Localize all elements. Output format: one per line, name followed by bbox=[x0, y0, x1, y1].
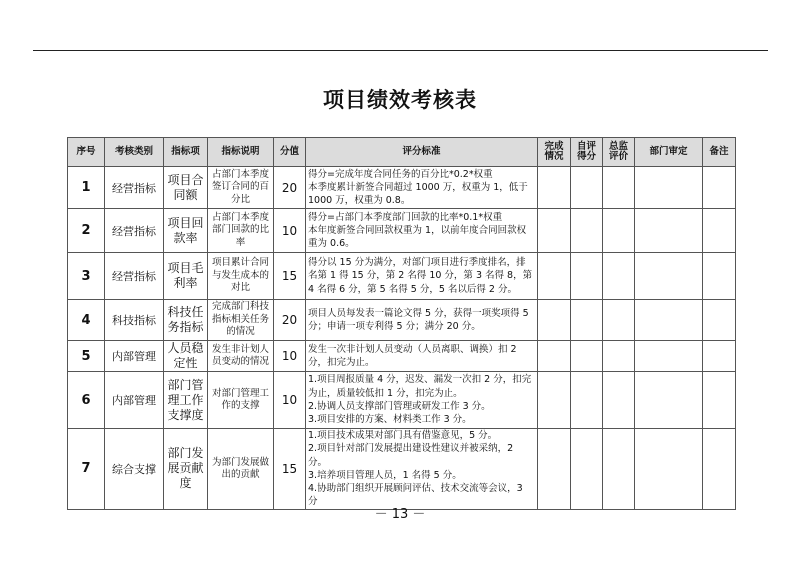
row-category: 经营指标 bbox=[105, 167, 164, 209]
row-remarks-cell[interactable] bbox=[703, 209, 736, 253]
row-description: 完成部门科技指标相关任务的情况 bbox=[208, 300, 274, 341]
header-remarks: 备注 bbox=[703, 138, 736, 167]
row-director-eval-cell[interactable] bbox=[603, 209, 635, 253]
row-indicator: 人员稳定性 bbox=[164, 341, 208, 372]
header-description: 指标说明 bbox=[208, 138, 274, 167]
row-category: 经营指标 bbox=[105, 253, 164, 300]
row-score: 10 bbox=[274, 372, 306, 429]
row-score: 10 bbox=[274, 341, 306, 372]
row-description: 发生非计划人员变动的情况 bbox=[208, 341, 274, 372]
table-row bbox=[68, 372, 736, 429]
row-description: 占部门本季度签订合同的百分比 bbox=[208, 167, 274, 209]
row-completion-cell[interactable] bbox=[538, 300, 571, 341]
header-indicator: 指标项 bbox=[164, 138, 208, 167]
row-no: 7 bbox=[68, 429, 105, 510]
row-director-eval-cell[interactable] bbox=[603, 372, 635, 429]
row-no: 4 bbox=[68, 300, 105, 341]
row-dept-approval-cell[interactable] bbox=[635, 253, 703, 300]
row-standard: 得分=占部门本季度部门回款的比率*0.1*权重 本年度新签合同回款权重为 1，以前年度合同回款权重为 0.6。 bbox=[306, 209, 538, 253]
table-row bbox=[68, 253, 736, 300]
row-no: 5 bbox=[68, 341, 105, 372]
row-dept-approval-cell[interactable] bbox=[635, 209, 703, 253]
header-score: 分值 bbox=[274, 138, 306, 167]
row-indicator: 项目合同额 bbox=[164, 167, 208, 209]
row-no: 3 bbox=[68, 253, 105, 300]
row-category: 内部管理 bbox=[105, 372, 164, 429]
row-standard: 得分=完成年度合同任务的百分比*0.2*权重 本季度累计新签合同超过 1000 万，权重为 1，低于 1000 万，权重为 0.8。 bbox=[306, 167, 538, 209]
row-director-eval-cell[interactable] bbox=[603, 300, 635, 341]
row-self-score-cell[interactable] bbox=[571, 253, 603, 300]
table-row bbox=[68, 167, 736, 209]
row-dept-approval-cell[interactable] bbox=[635, 300, 703, 341]
row-self-score-cell[interactable] bbox=[571, 341, 603, 372]
header-completion: 完成情况 bbox=[538, 138, 571, 167]
row-indicator: 项目毛利率 bbox=[164, 253, 208, 300]
row-self-score-cell[interactable] bbox=[571, 429, 603, 510]
row-director-eval-cell[interactable] bbox=[603, 429, 635, 510]
row-description: 占部门本季度部门回款的比率 bbox=[208, 209, 274, 253]
row-remarks-cell[interactable] bbox=[703, 253, 736, 300]
row-self-score-cell[interactable] bbox=[571, 300, 603, 341]
row-director-eval-cell[interactable] bbox=[603, 341, 635, 372]
row-indicator: 部门管理工作支撑度 bbox=[164, 372, 208, 429]
row-remarks-cell[interactable] bbox=[703, 429, 736, 510]
header-director-eval: 总监评价 bbox=[603, 138, 635, 167]
row-completion-cell[interactable] bbox=[538, 253, 571, 300]
row-dept-approval-cell[interactable] bbox=[635, 429, 703, 510]
row-self-score-cell[interactable] bbox=[571, 209, 603, 253]
row-indicator: 科技任务指标 bbox=[164, 300, 208, 341]
row-score: 15 bbox=[274, 253, 306, 300]
table-row bbox=[68, 341, 736, 372]
row-completion-cell[interactable] bbox=[538, 209, 571, 253]
document-title: 项目绩效考核表 bbox=[323, 88, 477, 112]
row-description: 项目累计合同与发生成本的对比 bbox=[208, 253, 274, 300]
row-score: 20 bbox=[274, 167, 306, 209]
table-row bbox=[68, 429, 736, 510]
row-self-score-cell[interactable] bbox=[571, 167, 603, 209]
row-category: 内部管理 bbox=[105, 341, 164, 372]
header-standard: 评分标准 bbox=[306, 138, 538, 167]
row-remarks-cell[interactable] bbox=[703, 167, 736, 209]
performance-table bbox=[67, 137, 736, 510]
row-dept-approval-cell[interactable] bbox=[635, 372, 703, 429]
header-no: 序号 bbox=[68, 138, 105, 167]
row-score: 20 bbox=[274, 300, 306, 341]
row-completion-cell[interactable] bbox=[538, 372, 571, 429]
row-director-eval-cell[interactable] bbox=[603, 253, 635, 300]
row-category: 科技指标 bbox=[105, 300, 164, 341]
row-standard: 发生一次非计划人员变动（人员离职、调换）扣 2 分，扣完为止。 bbox=[306, 341, 538, 372]
row-no: 2 bbox=[68, 209, 105, 253]
row-indicator: 部门发展贡献度 bbox=[164, 429, 208, 510]
row-standard: 1.项目周报质量 4 分，迟发、漏发一次扣 2 分，扣完为止，质量较低扣 1 分，扣完为止。 2.协调人员支撑部门管理或研发工作 3 分。 3.项目安排的方案、材料类工作 3 分。 bbox=[306, 372, 538, 429]
table-header-row bbox=[68, 138, 736, 167]
header-self-score: 自评得分 bbox=[571, 138, 603, 167]
row-description: 为部门发展做出的贡献 bbox=[208, 429, 274, 510]
header-dept-approval: 部门审定 bbox=[635, 138, 703, 167]
row-completion-cell[interactable] bbox=[538, 429, 571, 510]
row-remarks-cell[interactable] bbox=[703, 372, 736, 429]
row-completion-cell[interactable] bbox=[538, 341, 571, 372]
row-score: 10 bbox=[274, 209, 306, 253]
header-category: 考核类别 bbox=[105, 138, 164, 167]
row-standard: 项目人员每发表一篇论文得 5 分，获得一项奖项得 5 分；申请一项专利得 5 分；满分 20 分。 bbox=[306, 300, 538, 341]
row-no: 1 bbox=[68, 167, 105, 209]
row-remarks-cell[interactable] bbox=[703, 341, 736, 372]
row-no: 6 bbox=[68, 372, 105, 429]
row-director-eval-cell[interactable] bbox=[603, 167, 635, 209]
table-row bbox=[68, 209, 736, 253]
row-dept-approval-cell[interactable] bbox=[635, 341, 703, 372]
row-category: 综合支撑 bbox=[105, 429, 164, 510]
table-row bbox=[68, 300, 736, 341]
page-number: － 13 － bbox=[374, 507, 426, 522]
row-standard: 1.项目技术成果对部门具有借鉴意见，5 分。 2.项目针对部门发展提出建设性建议并被采纳，2 分。 3.培养项目管理人员，1 名得 5 分。 4.协助部门组织开展顾问评估、技术交流等会议，3 分 bbox=[306, 429, 538, 510]
row-completion-cell[interactable] bbox=[538, 167, 571, 209]
row-category: 经营指标 bbox=[105, 209, 164, 253]
row-indicator: 项目回款率 bbox=[164, 209, 208, 253]
row-description: 对部门管理工作的支撑 bbox=[208, 372, 274, 429]
row-dept-approval-cell[interactable] bbox=[635, 167, 703, 209]
row-score: 15 bbox=[274, 429, 306, 510]
row-standard: 得分以 15 分为满分，对部门项目进行季度排名，排名第 1 得 15 分，第 2 名得 10 分，第 3 名得 8，第 4 名得 6 分，第 5 名得 5 分，5 名以后得 2 分。 bbox=[306, 253, 538, 300]
row-self-score-cell[interactable] bbox=[571, 372, 603, 429]
row-remarks-cell[interactable] bbox=[703, 300, 736, 341]
header-rule bbox=[33, 50, 768, 51]
